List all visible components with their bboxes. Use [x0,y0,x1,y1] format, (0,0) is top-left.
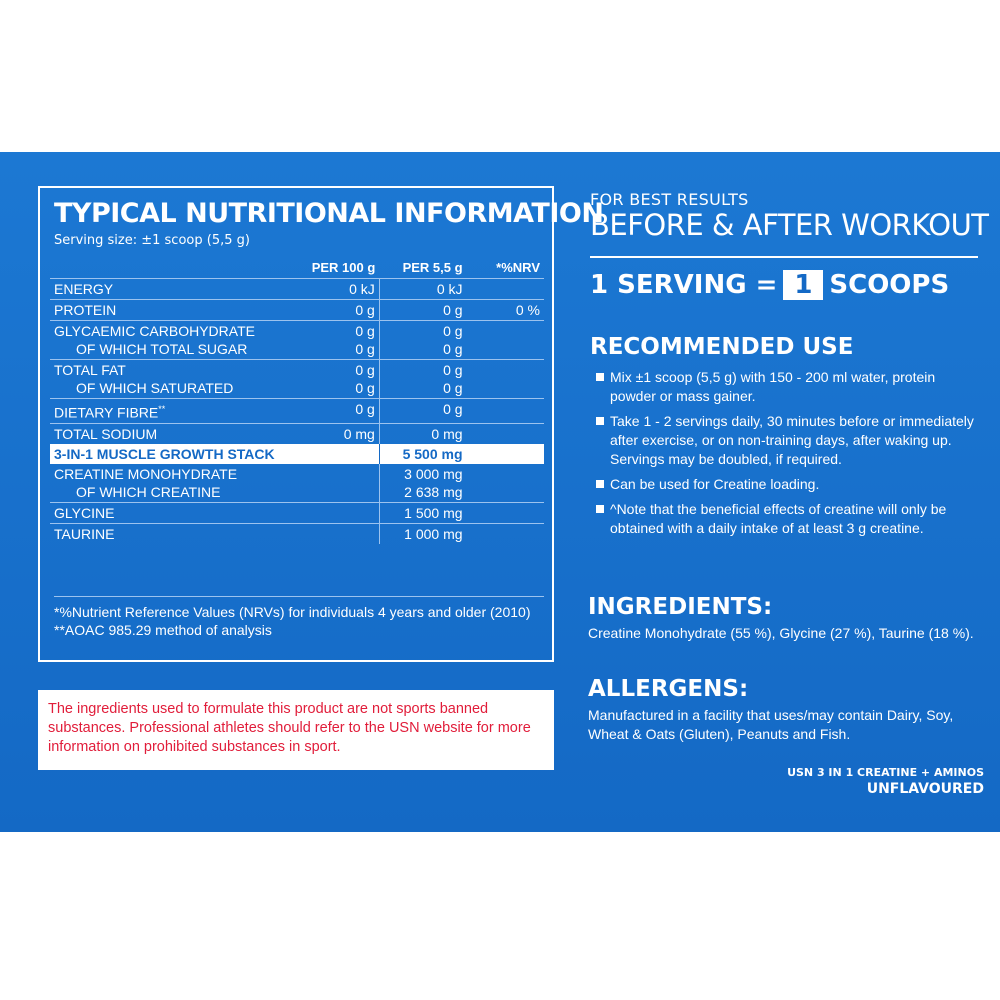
table-row: GLYCAEMIC CARBOHYDRATE OF WHICH TOTAL SUGAR 0 g 0 g 0 g 0 g [50,321,544,360]
table-row: GLYCINE 1 500 mg [50,502,544,523]
product-flavour: UNFLAVOURED [866,781,984,797]
product-name: USN 3 IN 1 CREATINE + AMINOS [787,766,984,779]
serving-suffix: SCOOPS [829,270,950,300]
recommended-use-list [594,368,984,544]
nutrition-table [50,258,544,544]
best-results-label: FOR BEST RESULTS [590,190,749,209]
table-row: TOTAL SODIUM 0 mg 0 mg [50,423,544,444]
nutrition-title: TYPICAL NUTRITIONAL INFORMATION [54,198,604,229]
table-row: ENERGY 0 kJ 0 kJ [50,279,544,300]
allergens-text: Manufactured in a facility that uses/may contain Dairy, Soy, Wheat & Oats (Gluten), Peanuts and Fish. [588,707,954,742]
header-per-serving: PER 5,5 g [402,260,463,275]
serving-line [590,270,949,300]
table-row: TAURINE 1 000 mg [50,523,544,544]
ingredients-title: INGREDIENTS: [588,594,773,620]
ingredients-text: Creatine Monohydrate (55 %), Glycine (27 %), Taurine (18 %). [588,625,974,641]
table-row: DIETARY FIBRE** 0 g 0 g [50,399,544,424]
nutrition-table-box [38,186,604,662]
table-row: CREATINE MONOHYDRATE OF WHICH CREATINE 3 000 mg 2 638 mg [50,464,544,503]
banned-substances-warning: The ingredients used to formulate this product are not sports banned substances. Professional athletes should refer to the USN website for more information on prohibited substances in sport. [38,690,554,770]
header-label [50,258,279,279]
table-row: TOTAL FAT OF WHICH SATURATED 0 g 0 g 0 g 0 g [50,360,544,399]
table-header-row [50,258,544,279]
header-per-100g: PER 100 g [311,260,376,275]
scoop-count-badge: 1 [783,270,823,300]
footnote-nrv: *%Nutrient Reference Values (NRVs) for individuals 4 years and older (2010) [54,604,531,620]
workout-heading: BEFORE & AFTER WORKOUT [590,208,989,242]
list-item: Take 1 - 2 servings daily, 30 minutes before or immediately after exercise, or on non-training days, after waking up. Servings may be doubled, if required. [594,412,984,469]
table-row: PROTEIN 0 g 0 g 0 % [50,300,544,321]
list-item: Can be used for Creatine loading. [594,475,984,494]
allergens-title: ALLERGENS: [588,676,749,702]
stack-row: 3-IN-1 MUSCLE GROWTH STACK 5 500 mg [50,444,544,464]
recommended-use-title: RECOMMENDED USE [590,334,854,360]
serving-size: Serving size: ±1 scoop (5,5 g) [54,233,250,248]
serving-prefix: 1 SERVING = [590,270,778,300]
list-item: Mix ±1 scoop (5,5 g) with 150 - 200 ml water, protein powder or mass gainer. [594,368,984,406]
header-nrv: *%NRV [496,260,540,275]
divider [590,256,978,258]
list-item: ^Note that the beneficial effects of creatine will only be obtained with a daily intake of at least 3 g creatine. [594,500,984,538]
footnote-aoac: **AOAC 985.29 method of analysis [54,622,272,638]
footnotes [54,596,544,639]
